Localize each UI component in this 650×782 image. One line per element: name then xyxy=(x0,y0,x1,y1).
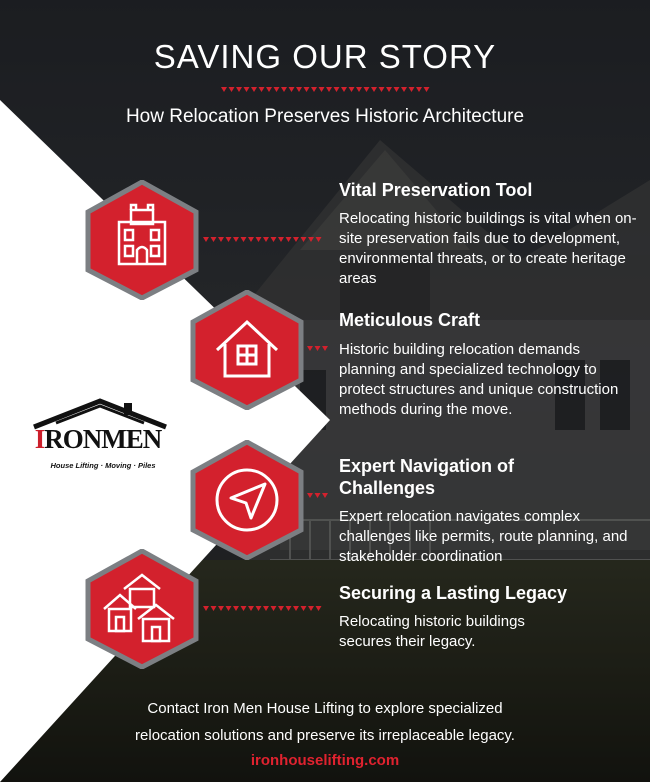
divider-triangle xyxy=(218,237,224,242)
divider-triangle xyxy=(251,87,257,92)
page-title: SAVING OUR STORY xyxy=(153,38,497,75)
divider-triangle xyxy=(371,87,377,92)
website-link[interactable]: ironhouselifting.com xyxy=(250,752,400,769)
hexagon-badge-4 xyxy=(84,549,200,669)
divider-triangle xyxy=(241,606,247,611)
divider-triangle xyxy=(248,606,254,611)
divider-triangle xyxy=(316,237,322,242)
divider-triangle xyxy=(289,87,295,92)
title-divider xyxy=(220,86,430,94)
divider-triangle xyxy=(341,87,347,92)
divider-triangle xyxy=(226,606,232,611)
divider-triangle xyxy=(236,87,242,92)
ironmen-logo xyxy=(28,397,178,477)
divider-triangle xyxy=(296,87,302,92)
divider-triangle xyxy=(356,87,362,92)
connector-1 xyxy=(202,236,326,244)
divider-triangle xyxy=(416,87,422,92)
divider-triangle xyxy=(278,606,284,611)
divider-triangle xyxy=(248,237,254,242)
divider-triangle xyxy=(221,87,227,92)
divider-triangle xyxy=(379,87,385,92)
section-1-body: Relocating historic buildings is vital when on-site preservation fails due to development, environmental threats, or to create heritage areas xyxy=(339,210,637,287)
divider-triangle xyxy=(293,606,299,611)
section-3-heading: Expert Navigation of Challenges xyxy=(339,456,515,498)
divider-triangle xyxy=(233,606,239,611)
connector-4 xyxy=(202,605,326,613)
divider-triangle xyxy=(244,87,250,92)
divider-triangle xyxy=(424,87,430,92)
divider-triangle xyxy=(308,606,314,611)
footer-line-1: Contact Iron Men House Lifting to explore specialized xyxy=(147,700,503,717)
divider-triangle xyxy=(409,87,415,92)
divider-triangle xyxy=(211,237,217,242)
connector-2 xyxy=(306,345,330,353)
divider-triangle xyxy=(271,237,277,242)
section-2-body: Historic building relocation demands planning and specialized technology to protect structures and unique construction methods during the move. xyxy=(339,341,619,418)
hexagon-badge-2 xyxy=(189,290,305,410)
divider-triangle xyxy=(364,87,370,92)
divider-triangle xyxy=(334,87,340,92)
divider-triangle xyxy=(322,346,328,351)
hexagon-badge-3 xyxy=(189,440,305,560)
divider-triangle xyxy=(326,87,332,92)
section-4-body: Relocating historic buildings secures their legacy. xyxy=(339,613,525,650)
divider-triangle xyxy=(233,237,239,242)
divider-triangle xyxy=(308,237,314,242)
divider-triangle xyxy=(256,606,262,611)
section-3-body: Expert relocation navigates complex challenges like permits, route planning, and stakeholder coordination xyxy=(339,508,628,565)
page-subtitle: How Relocation Preserves Historic Architecture xyxy=(125,106,525,127)
logo-wordmark: IRONMEN xyxy=(34,424,162,454)
divider-triangle xyxy=(281,87,287,92)
divider-triangle xyxy=(316,606,322,611)
footer-line-2: relocation solutions and preserve its irreplaceable legacy. xyxy=(135,727,515,744)
divider-triangle xyxy=(315,493,321,498)
divider-triangle xyxy=(307,346,313,351)
connector-3 xyxy=(306,492,330,500)
divider-triangle xyxy=(229,87,235,92)
divider-triangle xyxy=(218,606,224,611)
divider-triangle xyxy=(266,87,272,92)
logo-tagline: House Lifting · Moving · Piles xyxy=(50,461,156,470)
divider-triangle xyxy=(241,237,247,242)
section-1-heading: Vital Preservation Tool xyxy=(339,180,533,200)
divider-triangle xyxy=(256,237,262,242)
divider-triangle xyxy=(211,606,217,611)
divider-triangle xyxy=(394,87,400,92)
divider-triangle xyxy=(322,493,328,498)
divider-triangle xyxy=(386,87,392,92)
divider-triangle xyxy=(301,606,307,611)
divider-triangle xyxy=(293,237,299,242)
divider-triangle xyxy=(278,237,284,242)
section-2-heading: Meticulous Craft xyxy=(339,310,481,330)
divider-triangle xyxy=(203,606,209,611)
divider-triangle xyxy=(286,237,292,242)
divider-triangle xyxy=(319,87,325,92)
divider-triangle xyxy=(263,237,269,242)
divider-triangle xyxy=(259,87,265,92)
divider-triangle xyxy=(304,87,310,92)
section-4-heading: Securing a Lasting Legacy xyxy=(339,583,568,603)
divider-triangle xyxy=(301,237,307,242)
hexagon-badge-1 xyxy=(84,180,200,300)
divider-triangle xyxy=(286,606,292,611)
divider-triangle xyxy=(311,87,317,92)
divider-triangle xyxy=(271,606,277,611)
divider-triangle xyxy=(203,237,209,242)
divider-triangle xyxy=(226,237,232,242)
divider-triangle xyxy=(274,87,280,92)
divider-triangle xyxy=(349,87,355,92)
divider-triangle xyxy=(401,87,407,92)
divider-triangle xyxy=(263,606,269,611)
divider-triangle xyxy=(307,493,313,498)
divider-triangle xyxy=(315,346,321,351)
